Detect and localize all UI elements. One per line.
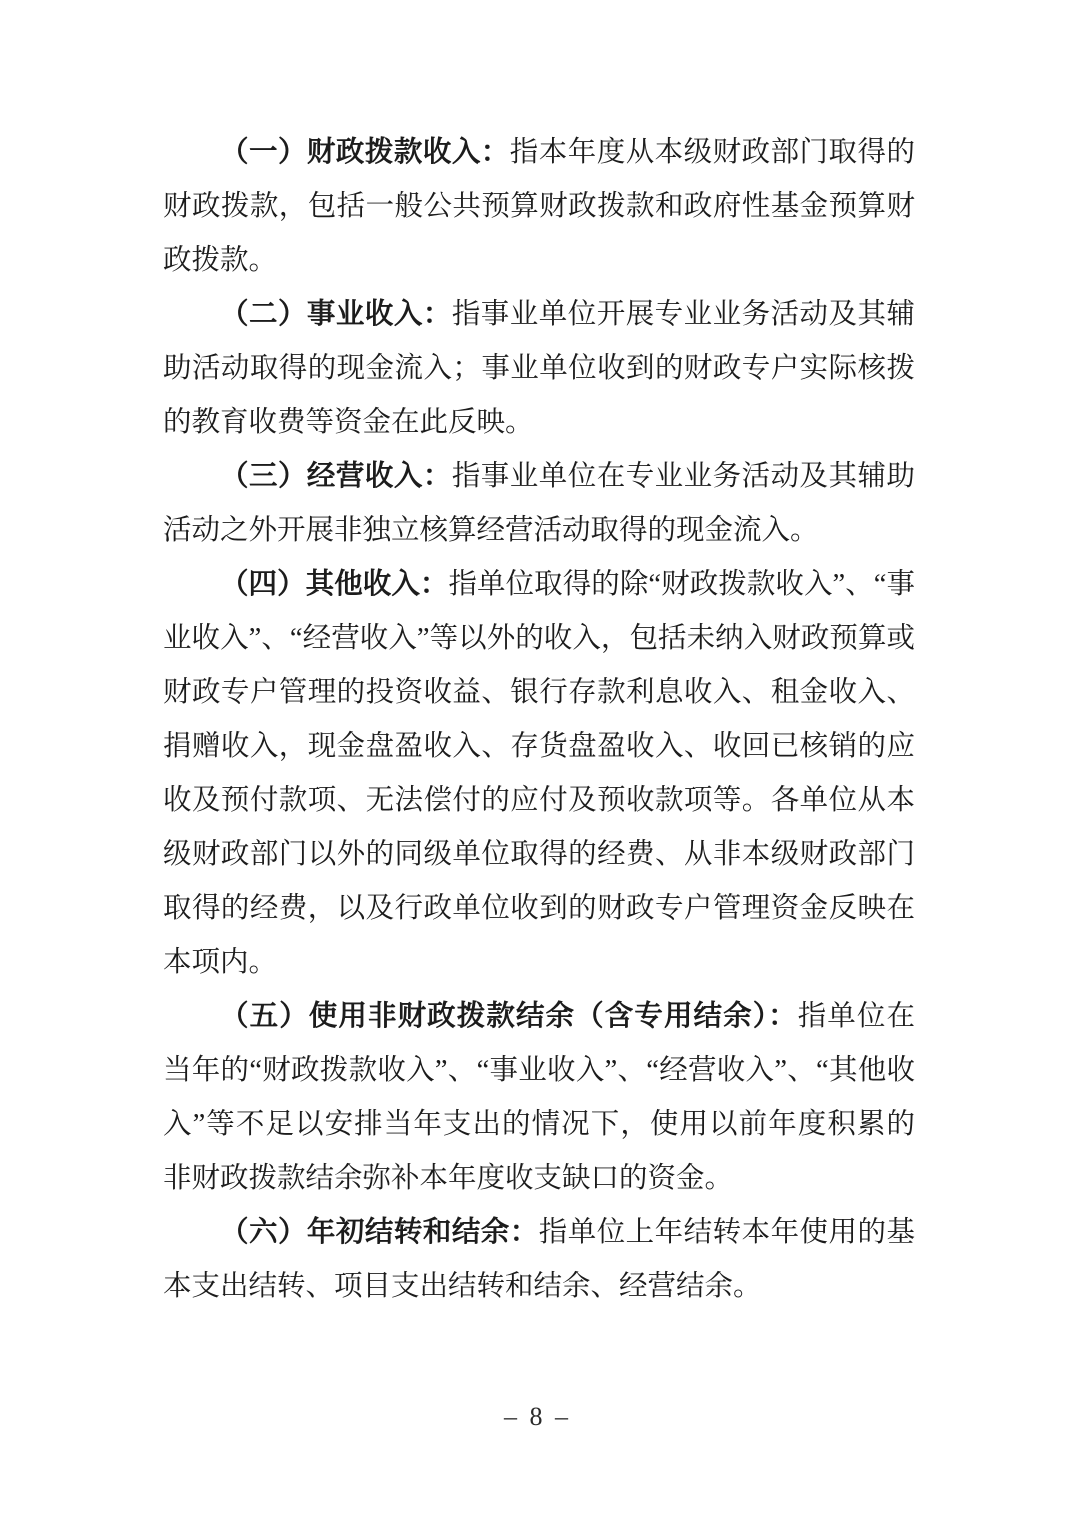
- paragraph-3-body: 指事业单位在专业业务活动及其辅助活动之外开展非独立核算经营活动取得的现金流入。: [163, 461, 915, 546]
- paragraph-3: [163, 450, 915, 558]
- paragraph-4-body: 指单位取得的除“财政拨款收入”、“事业收入”、“经营收入”等以外的收入，包括未纳入财政预算或财政专户管理的投资收益、银行存款利息收入、租金收入、捐赠收入，现金盘盈收入、存货盘盈收入、收回已核销的应收及预付款项、无法偿付的应付及预收款项等。各单位从本级财政部门以外的同级单位取得的经费、从非本级财政部门取得的经费，以及行政单位收到的财政专户管理资金反映在本项内。: [163, 569, 915, 978]
- paragraph-6: [163, 1206, 915, 1314]
- paragraph-1-body: 指本年度从本级财政部门取得的财政拨款，包括一般公共预算财政拨款和政府性基金预算财政拨款。: [163, 137, 915, 276]
- paragraph-5: [163, 990, 915, 1206]
- paragraph-2-head: （二）事业收入：: [220, 299, 452, 330]
- paragraph-4: [163, 558, 915, 990]
- paragraph-4-head: （四）其他收入：: [220, 569, 449, 600]
- paragraph-2: [163, 288, 915, 450]
- paragraph-2-body: 指事业单位开展专业业务活动及其辅助活动取得的现金流入；事业单位收到的财政专户实际核拨的教育收费等资金在此反映。: [163, 299, 915, 438]
- page-number: – 8 –: [504, 1402, 571, 1431]
- paragraph-5-head: （五）使用非财政拨款结余（含专用结余）：: [220, 1001, 798, 1032]
- paragraph-5-body: 指单位在当年的“财政拨款收入”、“事业收入”、“经营收入”、“其他收入”等不足以安排当年支出的情况下，使用以前年度积累的非财政拨款结余弥补本年度收支缺口的资金。: [163, 1001, 915, 1194]
- paragraph-1-head: （一）财政拨款收入：: [220, 137, 510, 168]
- paragraph-6-head: （六）年初结转和结余：: [220, 1217, 539, 1248]
- paragraph-3-head: （三）经营收入：: [220, 461, 452, 492]
- document-body: [163, 126, 915, 1314]
- paragraph-1: [163, 126, 915, 288]
- paragraph-6-body: 指单位上年结转本年使用的基本支出结转、项目支出结转和结余、经营结余。: [163, 1217, 915, 1302]
